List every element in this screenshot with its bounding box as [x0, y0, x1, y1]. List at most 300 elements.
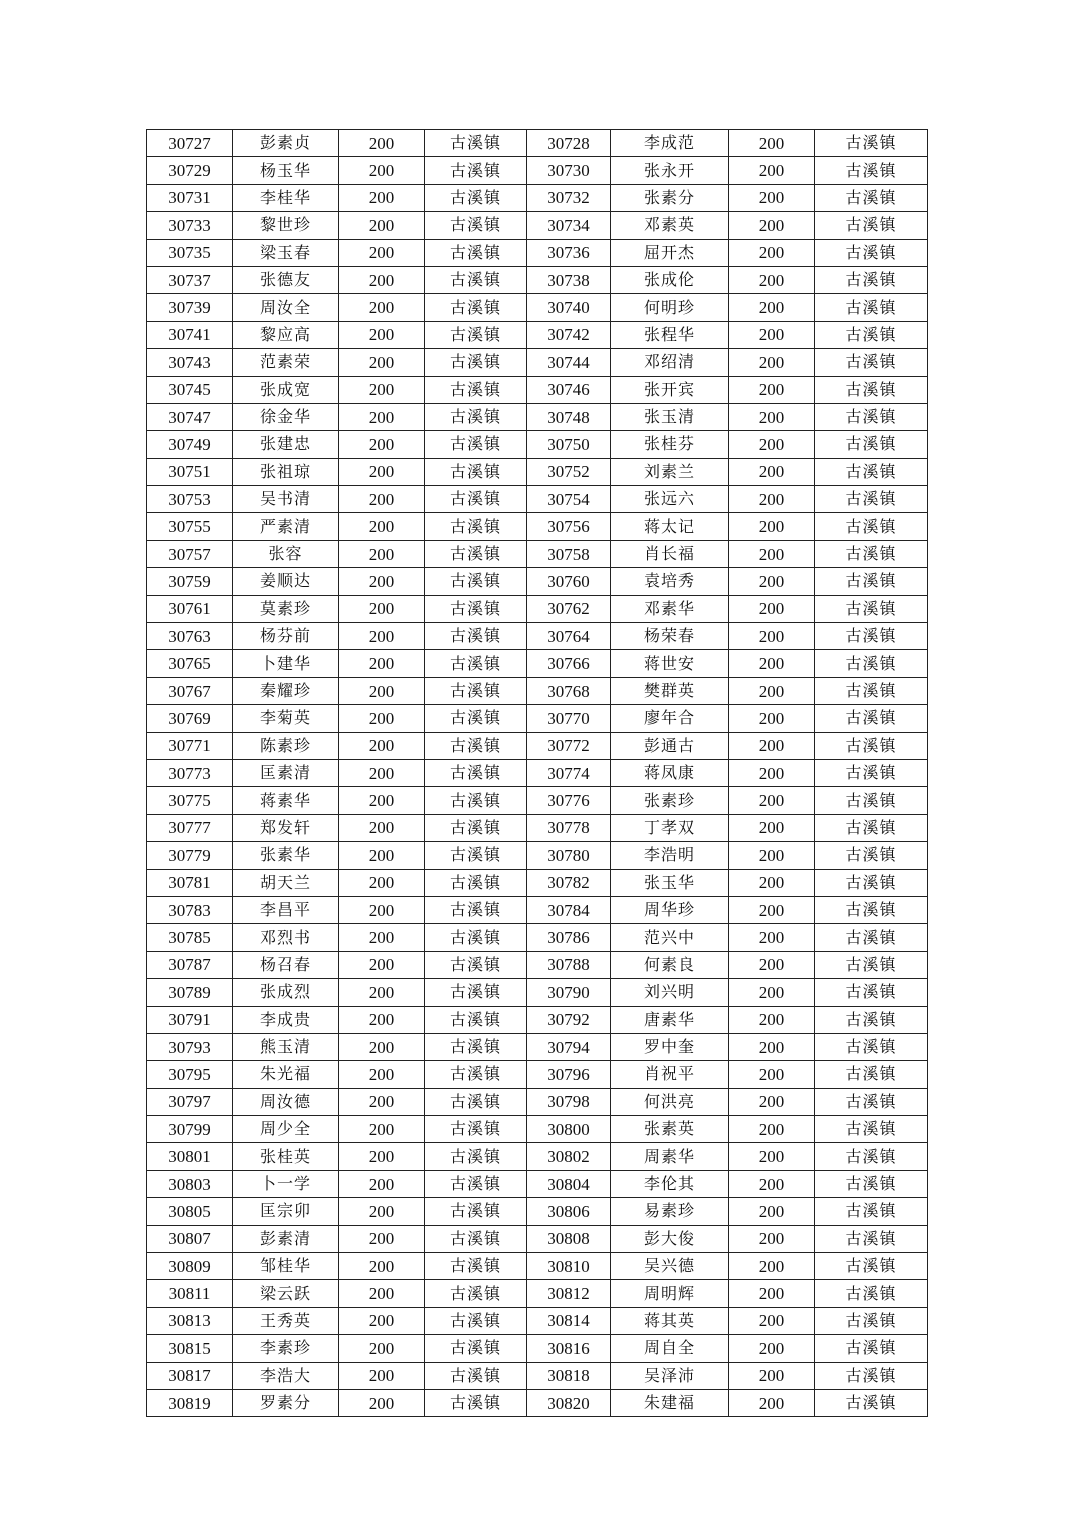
- amount-cell: 200: [339, 1088, 425, 1115]
- amount-cell: 200: [339, 157, 425, 184]
- person-name-cell: 蒋其英: [611, 1307, 729, 1334]
- record-id-cell: 30780: [527, 842, 611, 869]
- person-name-cell: 匡素清: [233, 759, 339, 786]
- amount-cell: 200: [339, 376, 425, 403]
- person-name-cell: 张素华: [233, 842, 339, 869]
- town-name-cell: 古溪镇: [425, 1307, 527, 1334]
- town-name-cell: 古溪镇: [425, 705, 527, 732]
- amount-cell: 200: [339, 321, 425, 348]
- town-name-cell: 古溪镇: [815, 403, 928, 430]
- person-name-cell: 陈素珍: [233, 732, 339, 759]
- record-id-cell: 30757: [147, 540, 233, 567]
- town-name-cell: 古溪镇: [815, 1143, 928, 1170]
- person-name-cell: 蒋太记: [611, 513, 729, 540]
- record-id-cell: 30786: [527, 924, 611, 951]
- record-id-cell: 30764: [527, 623, 611, 650]
- record-id-cell: 30817: [147, 1362, 233, 1389]
- person-name-cell: 邓烈书: [233, 924, 339, 951]
- town-name-cell: 古溪镇: [815, 1280, 928, 1307]
- record-id-cell: 30788: [527, 951, 611, 978]
- amount-cell: 200: [729, 1170, 815, 1197]
- amount-cell: 200: [339, 294, 425, 321]
- amount-cell: 200: [729, 1143, 815, 1170]
- person-name-cell: 邹桂华: [233, 1253, 339, 1280]
- record-id-cell: 30739: [147, 294, 233, 321]
- record-id-cell: 30793: [147, 1033, 233, 1060]
- record-id-cell: 30754: [527, 486, 611, 513]
- record-id-cell: 30805: [147, 1198, 233, 1225]
- person-name-cell: 范兴中: [611, 924, 729, 951]
- record-id-cell: 30732: [527, 184, 611, 211]
- person-name-cell: 李浩明: [611, 842, 729, 869]
- table-row: [147, 266, 928, 293]
- record-id-cell: 30749: [147, 431, 233, 458]
- amount-cell: 200: [339, 650, 425, 677]
- record-id-cell: 30819: [147, 1389, 233, 1416]
- person-name-cell: 肖祝平: [611, 1061, 729, 1088]
- town-name-cell: 古溪镇: [425, 184, 527, 211]
- table-row: [147, 184, 928, 211]
- record-id-cell: 30768: [527, 677, 611, 704]
- record-id-cell: 30762: [527, 595, 611, 622]
- amount-cell: 200: [729, 1116, 815, 1143]
- town-name-cell: 古溪镇: [425, 924, 527, 951]
- person-name-cell: 黎应高: [233, 321, 339, 348]
- record-id-cell: 30784: [527, 896, 611, 923]
- record-id-cell: 30746: [527, 376, 611, 403]
- town-name-cell: 古溪镇: [815, 1006, 928, 1033]
- town-name-cell: 古溪镇: [815, 130, 928, 157]
- town-name-cell: 古溪镇: [425, 1170, 527, 1197]
- record-id-cell: 30752: [527, 458, 611, 485]
- town-name-cell: 古溪镇: [425, 212, 527, 239]
- person-name-cell: 张桂芬: [611, 431, 729, 458]
- town-name-cell: 古溪镇: [425, 1061, 527, 1088]
- amount-cell: 200: [729, 376, 815, 403]
- record-id-cell: 30792: [527, 1006, 611, 1033]
- town-name-cell: 古溪镇: [425, 896, 527, 923]
- town-name-cell: 古溪镇: [815, 294, 928, 321]
- table-row: [147, 705, 928, 732]
- table-row: [147, 486, 928, 513]
- record-id-cell: 30815: [147, 1335, 233, 1362]
- amount-cell: 200: [339, 212, 425, 239]
- person-name-cell: 何明珍: [611, 294, 729, 321]
- town-name-cell: 古溪镇: [815, 431, 928, 458]
- amount-cell: 200: [729, 458, 815, 485]
- table-row: [147, 431, 928, 458]
- town-name-cell: 古溪镇: [815, 1116, 928, 1143]
- town-name-cell: 古溪镇: [815, 157, 928, 184]
- person-name-cell: 黎世珍: [233, 212, 339, 239]
- person-name-cell: 张玉清: [611, 403, 729, 430]
- amount-cell: 200: [339, 1225, 425, 1252]
- person-name-cell: 吴泽沛: [611, 1362, 729, 1389]
- town-name-cell: 古溪镇: [425, 1088, 527, 1115]
- amount-cell: 200: [339, 1362, 425, 1389]
- amount-cell: 200: [339, 1389, 425, 1416]
- amount-cell: 200: [339, 1198, 425, 1225]
- person-name-cell: 张永开: [611, 157, 729, 184]
- table-row: [147, 1116, 928, 1143]
- person-name-cell: 秦耀珍: [233, 677, 339, 704]
- person-name-cell: 张远六: [611, 486, 729, 513]
- town-name-cell: 古溪镇: [425, 540, 527, 567]
- town-name-cell: 古溪镇: [815, 896, 928, 923]
- town-name-cell: 古溪镇: [425, 951, 527, 978]
- town-name-cell: 古溪镇: [815, 951, 928, 978]
- amount-cell: 200: [339, 458, 425, 485]
- table-row: [147, 595, 928, 622]
- record-id-cell: 30767: [147, 677, 233, 704]
- town-name-cell: 古溪镇: [815, 869, 928, 896]
- town-name-cell: 古溪镇: [425, 842, 527, 869]
- amount-cell: 200: [339, 1006, 425, 1033]
- amount-cell: 200: [729, 157, 815, 184]
- table-row: [147, 376, 928, 403]
- town-name-cell: 古溪镇: [425, 294, 527, 321]
- town-name-cell: 古溪镇: [425, 1280, 527, 1307]
- record-id-cell: 30813: [147, 1307, 233, 1334]
- town-name-cell: 古溪镇: [815, 650, 928, 677]
- record-id-cell: 30731: [147, 184, 233, 211]
- person-name-cell: 杨召春: [233, 951, 339, 978]
- person-name-cell: 胡天兰: [233, 869, 339, 896]
- table-row: [147, 677, 928, 704]
- amount-cell: 200: [339, 184, 425, 211]
- amount-cell: 200: [729, 869, 815, 896]
- table-row: [147, 1170, 928, 1197]
- record-id-cell: 30747: [147, 403, 233, 430]
- town-name-cell: 古溪镇: [425, 979, 527, 1006]
- table-row: [147, 1335, 928, 1362]
- table-row: [147, 239, 928, 266]
- table-row: [147, 1061, 928, 1088]
- amount-cell: 200: [729, 1389, 815, 1416]
- record-id-cell: 30733: [147, 212, 233, 239]
- person-name-cell: 樊群英: [611, 677, 729, 704]
- person-name-cell: 张成伦: [611, 266, 729, 293]
- table-row: [147, 458, 928, 485]
- record-id-cell: 30742: [527, 321, 611, 348]
- record-id-cell: 30763: [147, 623, 233, 650]
- town-name-cell: 古溪镇: [815, 1170, 928, 1197]
- town-name-cell: 古溪镇: [815, 184, 928, 211]
- person-name-cell: 张开宾: [611, 376, 729, 403]
- person-name-cell: 易素珍: [611, 1198, 729, 1225]
- table-row: [147, 1307, 928, 1334]
- person-name-cell: 张成烈: [233, 979, 339, 1006]
- record-id-cell: 30756: [527, 513, 611, 540]
- table-row: [147, 513, 928, 540]
- person-name-cell: 彭素贞: [233, 130, 339, 157]
- roster-table: [146, 129, 928, 1417]
- town-name-cell: 古溪镇: [815, 266, 928, 293]
- town-name-cell: 古溪镇: [815, 814, 928, 841]
- amount-cell: 200: [339, 1033, 425, 1060]
- town-name-cell: 古溪镇: [425, 376, 527, 403]
- amount-cell: 200: [729, 349, 815, 376]
- record-id-cell: 30766: [527, 650, 611, 677]
- amount-cell: 200: [339, 595, 425, 622]
- town-name-cell: 古溪镇: [815, 568, 928, 595]
- amount-cell: 200: [729, 1061, 815, 1088]
- town-name-cell: 古溪镇: [425, 458, 527, 485]
- amount-cell: 200: [339, 1116, 425, 1143]
- record-id-cell: 30774: [527, 759, 611, 786]
- person-name-cell: 张德友: [233, 266, 339, 293]
- person-name-cell: 姜顺达: [233, 568, 339, 595]
- amount-cell: 200: [729, 513, 815, 540]
- record-id-cell: 30772: [527, 732, 611, 759]
- record-id-cell: 30759: [147, 568, 233, 595]
- table-row: [147, 650, 928, 677]
- town-name-cell: 古溪镇: [425, 1116, 527, 1143]
- amount-cell: 200: [729, 1033, 815, 1060]
- record-id-cell: 30755: [147, 513, 233, 540]
- record-id-cell: 30737: [147, 266, 233, 293]
- table-row: [147, 924, 928, 951]
- record-id-cell: 30770: [527, 705, 611, 732]
- town-name-cell: 古溪镇: [815, 1389, 928, 1416]
- amount-cell: 200: [339, 623, 425, 650]
- town-name-cell: 古溪镇: [425, 869, 527, 896]
- amount-cell: 200: [339, 951, 425, 978]
- record-id-cell: 30776: [527, 787, 611, 814]
- record-id-cell: 30783: [147, 896, 233, 923]
- table-row: [147, 349, 928, 376]
- town-name-cell: 古溪镇: [425, 1253, 527, 1280]
- amount-cell: 200: [729, 896, 815, 923]
- town-name-cell: 古溪镇: [425, 349, 527, 376]
- record-id-cell: 30753: [147, 486, 233, 513]
- table-row: [147, 787, 928, 814]
- table-row: [147, 130, 928, 157]
- record-id-cell: 30804: [527, 1170, 611, 1197]
- town-name-cell: 古溪镇: [815, 623, 928, 650]
- person-name-cell: 彭素清: [233, 1225, 339, 1252]
- person-name-cell: 李桂华: [233, 184, 339, 211]
- table-row: [147, 321, 928, 348]
- amount-cell: 200: [729, 732, 815, 759]
- amount-cell: 200: [339, 568, 425, 595]
- table-row: [147, 623, 928, 650]
- person-name-cell: 张建忠: [233, 431, 339, 458]
- town-name-cell: 古溪镇: [425, 513, 527, 540]
- record-id-cell: 30750: [527, 431, 611, 458]
- table-row: [147, 540, 928, 567]
- table-row: [147, 842, 928, 869]
- amount-cell: 200: [339, 842, 425, 869]
- town-name-cell: 古溪镇: [425, 321, 527, 348]
- person-name-cell: 徐金华: [233, 403, 339, 430]
- person-name-cell: 梁玉春: [233, 239, 339, 266]
- person-name-cell: 张素珍: [611, 787, 729, 814]
- town-name-cell: 古溪镇: [815, 212, 928, 239]
- person-name-cell: 杨荣春: [611, 623, 729, 650]
- record-id-cell: 30751: [147, 458, 233, 485]
- table-row: [147, 732, 928, 759]
- amount-cell: 200: [729, 568, 815, 595]
- amount-cell: 200: [729, 130, 815, 157]
- table-row: [147, 896, 928, 923]
- record-id-cell: 30729: [147, 157, 233, 184]
- table-row: [147, 157, 928, 184]
- town-name-cell: 古溪镇: [425, 130, 527, 157]
- amount-cell: 200: [339, 239, 425, 266]
- amount-cell: 200: [339, 814, 425, 841]
- amount-cell: 200: [729, 759, 815, 786]
- town-name-cell: 古溪镇: [425, 732, 527, 759]
- record-id-cell: 30777: [147, 814, 233, 841]
- amount-cell: 200: [729, 431, 815, 458]
- amount-cell: 200: [729, 951, 815, 978]
- amount-cell: 200: [729, 403, 815, 430]
- town-name-cell: 古溪镇: [425, 1006, 527, 1033]
- record-id-cell: 30811: [147, 1280, 233, 1307]
- table-row: [147, 1389, 928, 1416]
- record-id-cell: 30802: [527, 1143, 611, 1170]
- person-name-cell: 周华珍: [611, 896, 729, 923]
- amount-cell: 200: [339, 1335, 425, 1362]
- record-id-cell: 30760: [527, 568, 611, 595]
- record-id-cell: 30782: [527, 869, 611, 896]
- person-name-cell: 张素英: [611, 1116, 729, 1143]
- record-id-cell: 30779: [147, 842, 233, 869]
- town-name-cell: 古溪镇: [815, 1061, 928, 1088]
- record-id-cell: 30795: [147, 1061, 233, 1088]
- town-name-cell: 古溪镇: [815, 1335, 928, 1362]
- record-id-cell: 30809: [147, 1253, 233, 1280]
- person-name-cell: 梁云跃: [233, 1280, 339, 1307]
- person-name-cell: 严素清: [233, 513, 339, 540]
- amount-cell: 200: [729, 266, 815, 293]
- person-name-cell: 邓素华: [611, 595, 729, 622]
- record-id-cell: 30820: [527, 1389, 611, 1416]
- amount-cell: 200: [729, 486, 815, 513]
- table-row: [147, 1143, 928, 1170]
- town-name-cell: 古溪镇: [815, 513, 928, 540]
- person-name-cell: 张程华: [611, 321, 729, 348]
- amount-cell: 200: [339, 513, 425, 540]
- amount-cell: 200: [729, 540, 815, 567]
- amount-cell: 200: [729, 1335, 815, 1362]
- town-name-cell: 古溪镇: [815, 595, 928, 622]
- amount-cell: 200: [729, 1253, 815, 1280]
- table-row: [147, 869, 928, 896]
- amount-cell: 200: [339, 677, 425, 704]
- town-name-cell: 古溪镇: [815, 349, 928, 376]
- amount-cell: 200: [729, 1225, 815, 1252]
- person-name-cell: 邓绍清: [611, 349, 729, 376]
- record-id-cell: 30773: [147, 759, 233, 786]
- person-name-cell: 廖年合: [611, 705, 729, 732]
- amount-cell: 200: [729, 705, 815, 732]
- amount-cell: 200: [729, 239, 815, 266]
- town-name-cell: 古溪镇: [425, 1362, 527, 1389]
- town-name-cell: 古溪镇: [815, 321, 928, 348]
- town-name-cell: 古溪镇: [425, 486, 527, 513]
- amount-cell: 200: [339, 924, 425, 951]
- record-id-cell: 30743: [147, 349, 233, 376]
- town-name-cell: 古溪镇: [815, 1253, 928, 1280]
- person-name-cell: 周自全: [611, 1335, 729, 1362]
- person-name-cell: 吴书清: [233, 486, 339, 513]
- record-id-cell: 30807: [147, 1225, 233, 1252]
- amount-cell: 200: [339, 759, 425, 786]
- person-name-cell: 唐素华: [611, 1006, 729, 1033]
- town-name-cell: 古溪镇: [815, 842, 928, 869]
- table-row: [147, 1198, 928, 1225]
- person-name-cell: 周明辉: [611, 1280, 729, 1307]
- town-name-cell: 古溪镇: [425, 403, 527, 430]
- person-name-cell: 邓素英: [611, 212, 729, 239]
- table-row: [147, 1362, 928, 1389]
- person-name-cell: 范素荣: [233, 349, 339, 376]
- person-name-cell: 李成范: [611, 130, 729, 157]
- table-row: [147, 1225, 928, 1252]
- record-id-cell: 30730: [527, 157, 611, 184]
- town-name-cell: 古溪镇: [425, 677, 527, 704]
- person-name-cell: 蒋凤康: [611, 759, 729, 786]
- town-name-cell: 古溪镇: [425, 759, 527, 786]
- person-name-cell: 彭大俊: [611, 1225, 729, 1252]
- town-name-cell: 古溪镇: [815, 239, 928, 266]
- amount-cell: 200: [339, 1143, 425, 1170]
- record-id-cell: 30738: [527, 266, 611, 293]
- amount-cell: 200: [339, 979, 425, 1006]
- person-name-cell: 莫素珍: [233, 595, 339, 622]
- person-name-cell: 张素分: [611, 184, 729, 211]
- amount-cell: 200: [339, 1307, 425, 1334]
- record-id-cell: 30789: [147, 979, 233, 1006]
- table-row: [147, 1088, 928, 1115]
- person-name-cell: 周汝德: [233, 1088, 339, 1115]
- amount-cell: 200: [729, 1006, 815, 1033]
- person-name-cell: 彭通古: [611, 732, 729, 759]
- town-name-cell: 古溪镇: [815, 705, 928, 732]
- amount-cell: 200: [339, 266, 425, 293]
- record-id-cell: 30761: [147, 595, 233, 622]
- town-name-cell: 古溪镇: [815, 924, 928, 951]
- person-name-cell: 张桂英: [233, 1143, 339, 1170]
- person-name-cell: 刘兴明: [611, 979, 729, 1006]
- record-id-cell: 30778: [527, 814, 611, 841]
- record-id-cell: 30727: [147, 130, 233, 157]
- person-name-cell: 吴兴德: [611, 1253, 729, 1280]
- town-name-cell: 古溪镇: [425, 568, 527, 595]
- amount-cell: 200: [339, 869, 425, 896]
- person-name-cell: 李浩大: [233, 1362, 339, 1389]
- amount-cell: 200: [729, 677, 815, 704]
- town-name-cell: 古溪镇: [815, 376, 928, 403]
- record-id-cell: 30748: [527, 403, 611, 430]
- town-name-cell: 古溪镇: [815, 486, 928, 513]
- amount-cell: 200: [729, 979, 815, 1006]
- amount-cell: 200: [339, 349, 425, 376]
- person-name-cell: 杨玉华: [233, 157, 339, 184]
- amount-cell: 200: [729, 623, 815, 650]
- amount-cell: 200: [729, 787, 815, 814]
- person-name-cell: 罗中奎: [611, 1033, 729, 1060]
- person-name-cell: 何素良: [611, 951, 729, 978]
- town-name-cell: 古溪镇: [425, 1225, 527, 1252]
- record-id-cell: 30787: [147, 951, 233, 978]
- amount-cell: 200: [729, 212, 815, 239]
- amount-cell: 200: [339, 130, 425, 157]
- amount-cell: 200: [729, 294, 815, 321]
- amount-cell: 200: [729, 595, 815, 622]
